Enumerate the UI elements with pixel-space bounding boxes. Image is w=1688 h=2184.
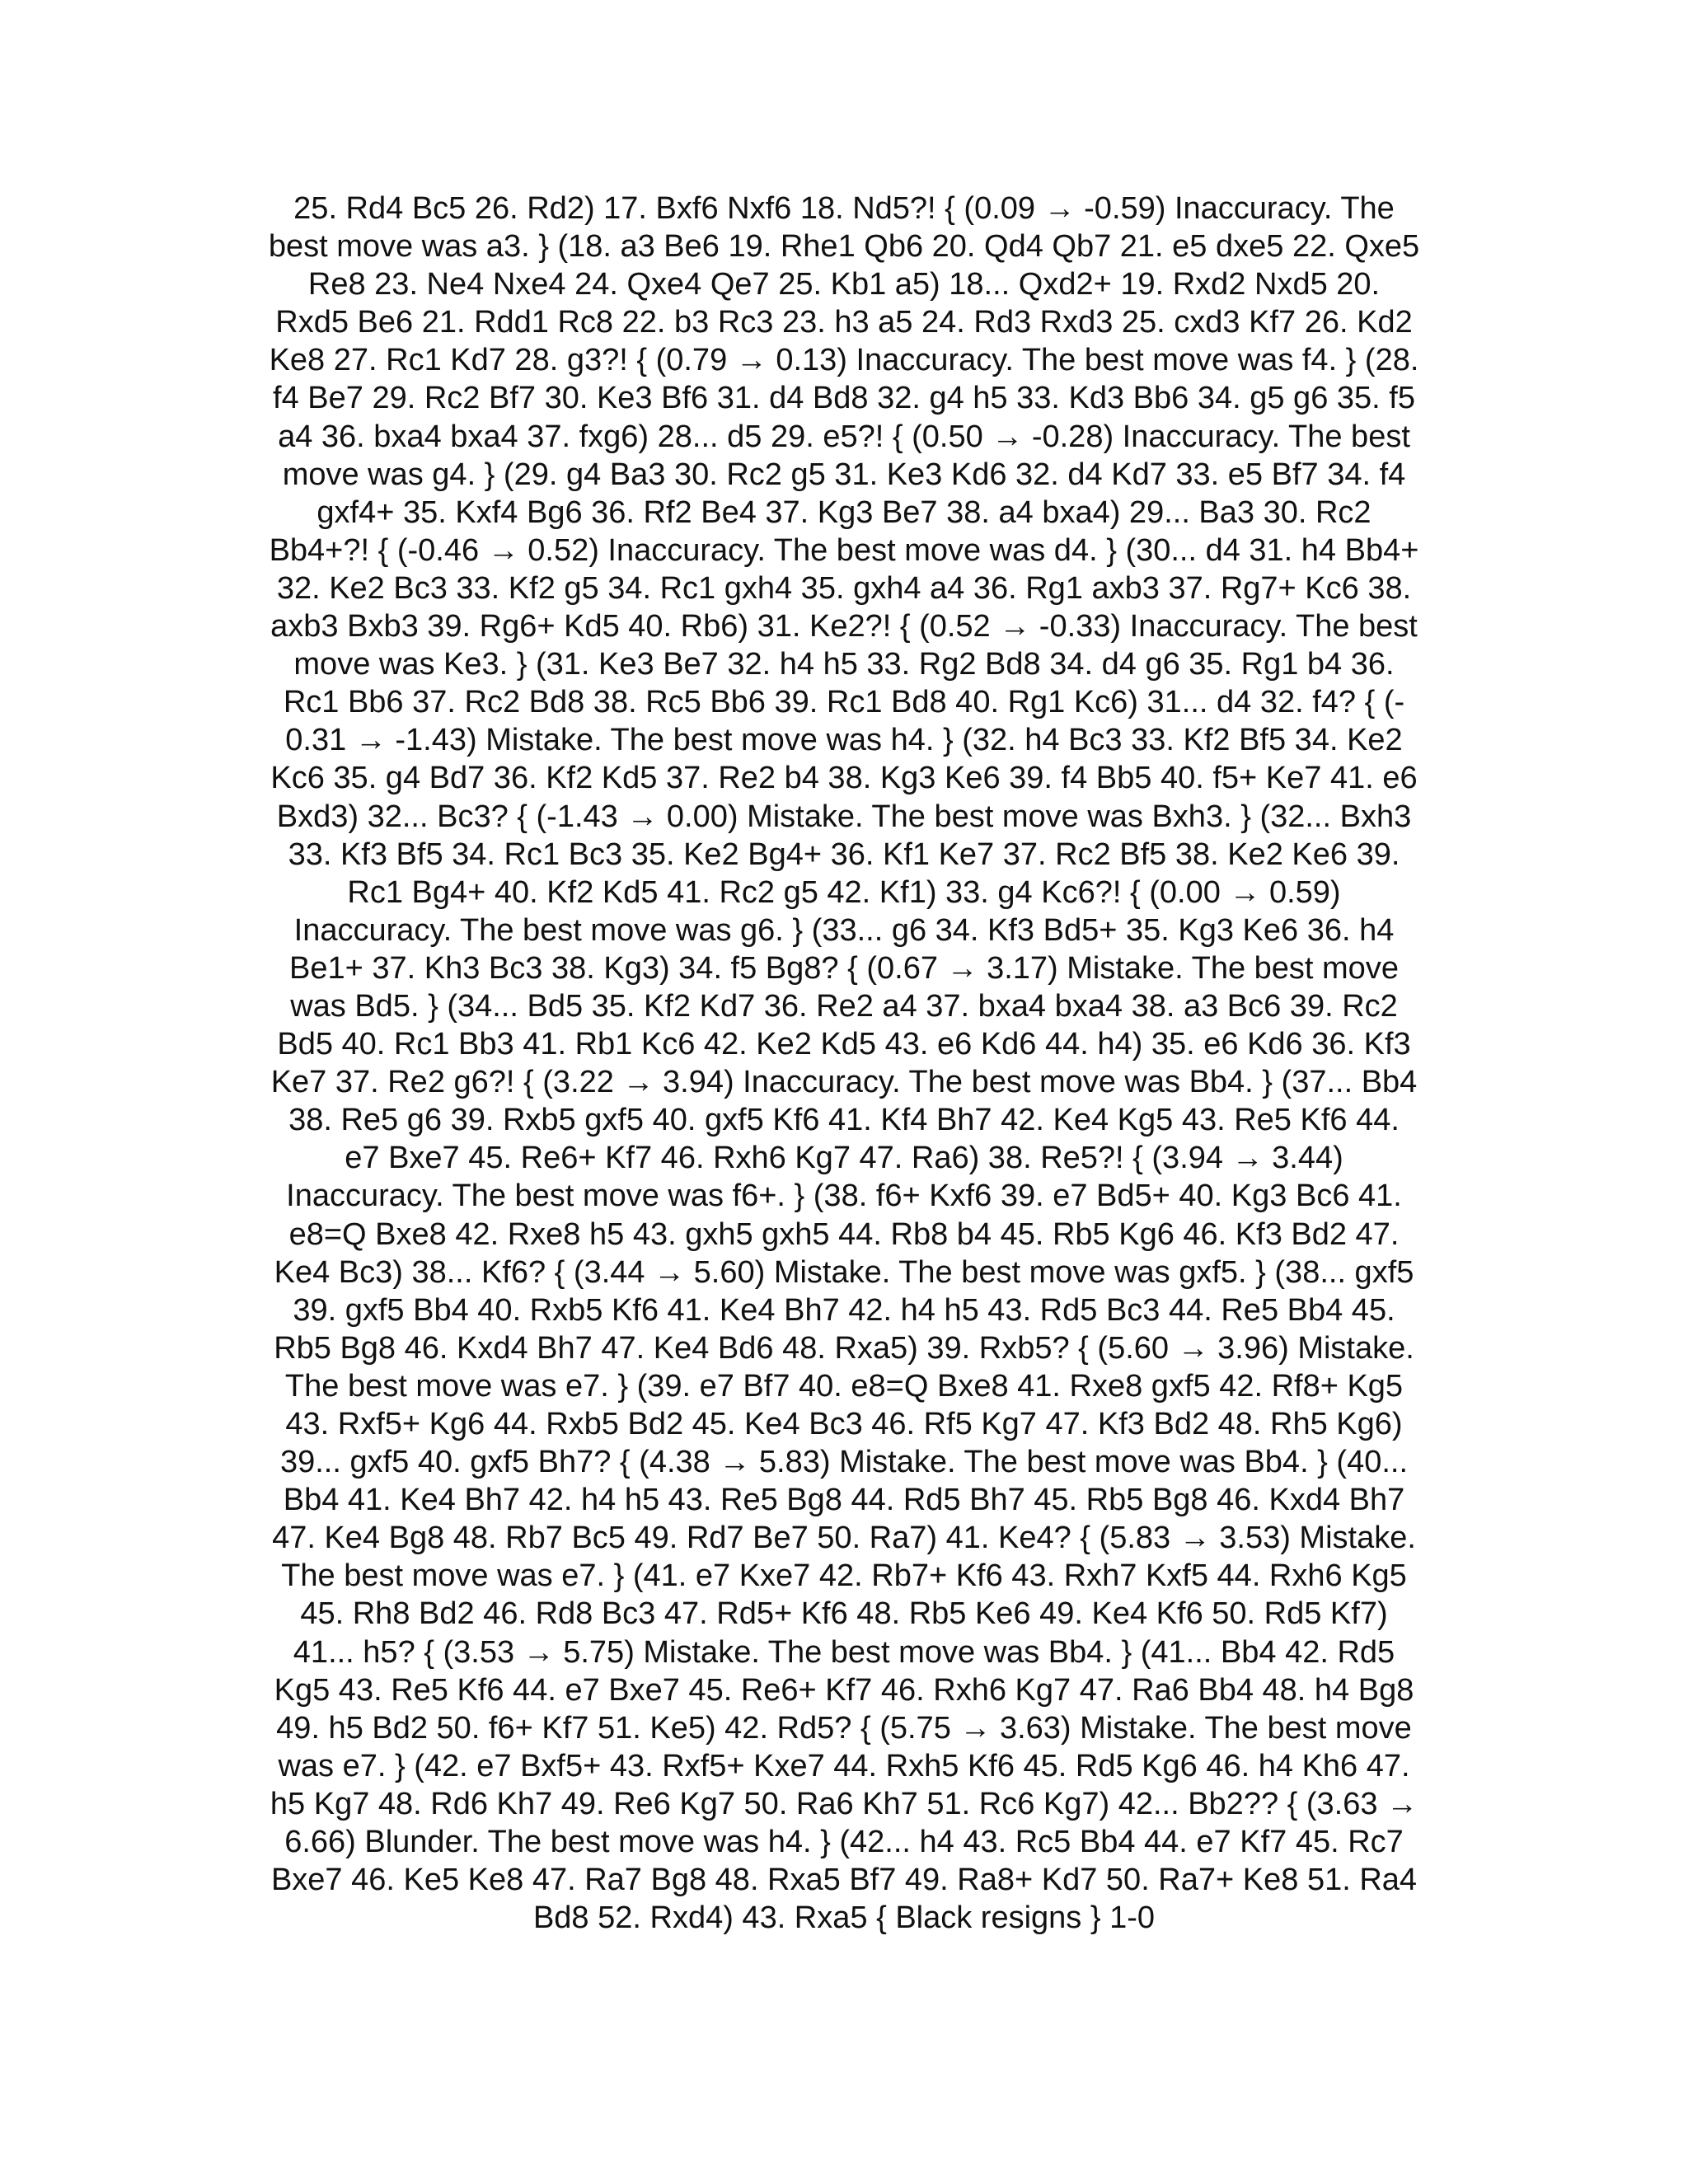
text-line: Bb4 41. Ke4 Bh7 42. h4 h5 43. Re5 Bg8 44. Rd5 Bh7 45. Rb5 Bg8 46. Kxd4 Bh7 bbox=[283, 1483, 1405, 1518]
text-line: 39. gxf5 Bb4 40. Rxb5 Kf6 41. Ke4 Bh7 42. h4 h5 43. Rd5 Bc3 44. Re5 Bb4 45. bbox=[293, 1292, 1395, 1328]
text-line: axb3 Bxb3 39. Rg6+ Kd5 40. Rb6) 31. Ke2?! { (0.52 → -0.33) Inaccuracy. The best bbox=[270, 609, 1418, 644]
text-line: Bb4+?! { (-0.46 → 0.52) Inaccuracy. The best move was d4. } (30... d4 31. h4 Bb4+ bbox=[269, 532, 1419, 568]
text-line: was e7. } (42. e7 Bxf5+ 43. Rxf5+ Kxe7 44. Rxh5 Kf6 45. Rd5 Kg6 46. h4 Kh6 47. bbox=[278, 1748, 1410, 1783]
text-line: Bd5 40. Rc1 Bb3 41. Rb1 Kc6 42. Ke2 Kd5 43. e6 Kd6 44. h4) 35. e6 Kd6 36. Kf3 bbox=[277, 1027, 1411, 1062]
text-line: best move was a3. } (18. a3 Be6 19. Rhe1 Qb6 20. Qd4 Qb7 21. e5 dxe5 22. Qxe5 bbox=[268, 229, 1420, 265]
text-line: Kg5 43. Re5 Kf6 44. e7 Bxe7 45. Re6+ Kf7 46. Rxh6 Kg7 47. Ra6 Bb4 48. h4 Bg8 bbox=[274, 1672, 1414, 1708]
text-line: Bd8 52. Rxd4) 43. Rxa5 { Black resigns } 1-0 bbox=[532, 1900, 1156, 1936]
text-line: 39... gxf5 40. gxf5 Bh7? { (4.38 → 5.83) Mistake. The best move was Bb4. } (40... bbox=[279, 1445, 1409, 1480]
text-line: Rc1 Bb6 37. Rc2 Bd8 38. Rc5 Bb6 39. Rc1 Bd8 40. Rg1 Kc6) 31... d4 32. f4? { (- bbox=[283, 685, 1405, 720]
text-line: Rxd5 Be6 21. Rdd1 Rc8 22. b3 Rc3 23. h3 a5 24. Rd3 Rxd3 25. cxd3 Kf7 26. Kd2 bbox=[275, 305, 1413, 340]
text-line: Re8 23. Ne4 Nxe4 24. Qxe4 Qe7 25. Kb1 a5) 18... Qxd2+ 19. Rxd2 Nxd5 20. bbox=[307, 267, 1381, 302]
text-line: 32. Ke2 Bc3 33. Kf2 g5 34. Rc1 gxh4 35. gxh4 a4 36. Rg1 axb3 37. Rg7+ Kc6 38. bbox=[276, 570, 1412, 606]
text-line: Ke4 Bc3) 38... Kf6? { (3.44 → 5.60) Mistake. The best move was gxf5. } (38... gxf5 bbox=[274, 1254, 1414, 1290]
text-line: gxf4+ 35. Kxf4 Bg6 36. Rf2 Be4 37. Kg3 Be7 38. a4 bxa4) 29... Ba3 30. Rc2 bbox=[316, 494, 1372, 530]
text-line: f4 Be7 29. Rc2 Bf7 30. Ke3 Bf6 31. d4 Bd8 32. g4 h5 33. Kd3 Bb6 34. g5 g6 35. f5 bbox=[273, 381, 1415, 416]
text-line: 25. Rd4 Bc5 26. Rd2) 17. Bxf6 Nxf6 18. Nd5?! { (0.09 → -0.59) Inaccuracy. The bbox=[293, 191, 1395, 226]
text-line: a4 36. bxa4 bxa4 37. fxg6) 28... d5 29. e5?! { (0.50 → -0.28) Inaccuracy. The best bbox=[278, 419, 1410, 454]
text-line: Ke7 37. Re2 g6?! { (3.22 → 3.94) Inaccuracy. The best move was Bb4. } (37... Bb4 bbox=[270, 1065, 1418, 1100]
text-line: 6.66) Blunder. The best move was h4. } (42... h4 43. Rc5 Bb4 44. e7 Kf7 45. Rc7 bbox=[284, 1825, 1404, 1860]
text-line: Inaccuracy. The best move was f6+. } (38. f6+ Kxf6 39. e7 Bd5+ 40. Kg3 Bc6 41. bbox=[286, 1179, 1402, 1214]
text-line: 43. Rxf5+ Kg6 44. Rxb5 Bd2 45. Ke4 Bc3 46. Rf5 Kg7 47. Kf3 Bd2 48. Rh5 Kg6) bbox=[285, 1407, 1403, 1441]
text-line: h5 Kg7 48. Rd6 Kh7 49. Re6 Kg7 50. Ra6 Kh7 51. Rc6 Kg7) 42... Bb2?? { (3.63 → bbox=[270, 1786, 1418, 1821]
text-line: The best move was e7. } (41. e7 Kxe7 42. Rb7+ Kf6 43. Rxh7 Kxf5 44. Rxh6 Kg5 bbox=[281, 1558, 1407, 1594]
text-line: e7 Bxe7 45. Re6+ Kf7 46. Rxh6 Kg7 47. Ra6) 38. Re5?! { (3.94 → 3.44) bbox=[345, 1141, 1343, 1176]
text-line: 0.31 → -1.43) Mistake. The best move was h4. } (32. h4 Bc3 33. Kf2 Bf5 34. Ke2 bbox=[285, 723, 1403, 758]
text-line: Be1+ 37. Kh3 Bc3 38. Kg3) 34. f5 Bg8? { (0.67 → 3.17) Mistake. The best move bbox=[289, 950, 1399, 986]
text-line: 41... h5? { (3.53 → 5.75) Mistake. The best move was Bb4. } (41... Bb4 42. Rd5 bbox=[293, 1634, 1395, 1670]
text-line: Rc1 Bg4+ 40. Kf2 Kd5 41. Rc2 g5 42. Kf1) 33. g4 Kc6?! { (0.00 → 0.59) bbox=[347, 874, 1341, 910]
text-line: was Bd5. } (34... Bd5 35. Kf2 Kd7 36. Re2 a4 37. bxa4 bxa4 38. a3 Bc6 39. Rc2 bbox=[290, 988, 1398, 1024]
text-line: Inaccuracy. The best move was g6. } (33... g6 34. Kf3 Bd5+ 35. Kg3 Ke6 36. h4 bbox=[293, 912, 1395, 948]
text-line: e8=Q Bxe8 42. Rxe8 h5 43. gxh5 gxh5 44. Rb8 b4 45. Rb5 Kg6 46. Kf3 Bd2 47. bbox=[288, 1216, 1400, 1252]
text-line: move was g4. } (29. g4 Ba3 30. Rc2 g5 31. Ke3 Kd6 32. d4 Kd7 33. e5 Bf7 34. f4 bbox=[282, 457, 1406, 492]
text-line: move was Ke3. } (31. Ke3 Be7 32. h4 h5 33. Rg2 Bd8 34. d4 g6 35. Rg1 b4 36. bbox=[293, 647, 1395, 682]
text-line: Ke8 27. Rc1 Kd7 28. g3?! { (0.79 → 0.13) Inaccuracy. The best move was f4. } (28. bbox=[269, 343, 1419, 378]
text-line: 49. h5 Bd2 50. f6+ Kf7 51. Ke5) 42. Rd5? { (5.75 → 3.63) Mistake. The best move bbox=[276, 1710, 1412, 1746]
text-line: 38. Re5 g6 39. Rxb5 gxf5 40. gxf5 Kf6 41. Kf4 Bh7 42. Ke4 Kg5 43. Re5 Kf6 44. bbox=[288, 1103, 1400, 1138]
text-line: Kc6 35. g4 Bd7 36. Kf2 Kd5 37. Re2 b4 38. Kg3 Ke6 39. f4 Bb5 40. f5+ Ke7 41. e6 bbox=[270, 761, 1418, 796]
text-line: The best move was e7. } (39. e7 Bf7 40. e8=Q Bxe8 41. Rxe8 gxf5 42. Rf8+ Kg5 bbox=[284, 1368, 1404, 1404]
text-line: Bxd3) 32... Bc3? { (-1.43 → 0.00) Mistake. The best move was Bxh3. } (32... Bxh3 bbox=[276, 799, 1412, 834]
text-line: 47. Ke4 Bg8 48. Rb7 Bc5 49. Rd7 Be7 50. Ra7) 41. Ke4? { (5.83 → 3.53) Mistake. bbox=[272, 1521, 1416, 1556]
text-line: 45. Rh8 Bd2 46. Rd8 Bc3 47. Rd5+ Kf6 48. Rb5 Ke6 49. Ke4 Kf6 50. Rd5 Kf7) bbox=[300, 1596, 1388, 1632]
text-line: Rb5 Bg8 46. Kxd4 Bh7 47. Ke4 Bd6 48. Rxa5) 39. Rxb5? { (5.60 → 3.96) Mistake. bbox=[274, 1330, 1414, 1366]
chess-annotation-text bbox=[206, 190, 1482, 1937]
text-line: Bxe7 46. Ke5 Ke8 47. Ra7 Bg8 48. Rxa5 Bf7 49. Ra8+ Kd7 50. Ra7+ Ke8 51. Ra4 bbox=[270, 1863, 1418, 1898]
text-line: 33. Kf3 Bf5 34. Rc1 Bc3 35. Ke2 Bg4+ 36. Kf1 Ke7 37. Rc2 Bf5 38. Ke2 Ke6 39. bbox=[288, 837, 1400, 872]
